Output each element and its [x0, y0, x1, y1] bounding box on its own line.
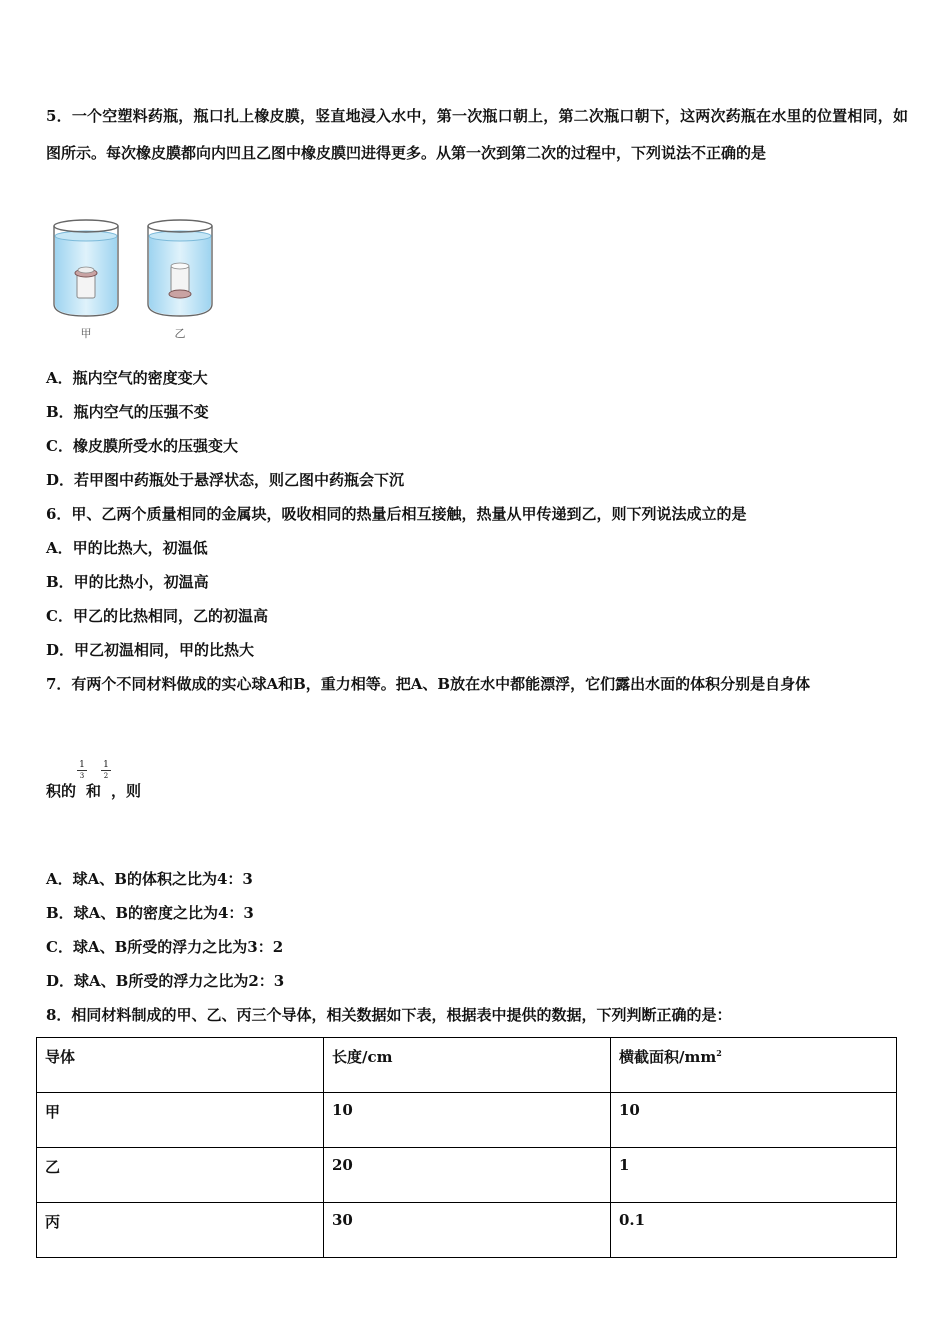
header-area: [611, 1038, 897, 1093]
fraction-one-half: [101, 760, 111, 781]
cell-area: 0.1: [611, 1203, 897, 1258]
beaker-yi: [148, 220, 212, 316]
table-row: [37, 1148, 897, 1203]
q6-option-a: A．甲的比热大，初温低: [46, 539, 208, 557]
cell-length: 30: [324, 1203, 611, 1258]
question-8-stem: 8．相同材料制成的甲、乙、丙三个导体，相关数据如下表，根据表中提供的数据，下列判断正确的是：: [46, 1006, 732, 1024]
beaker-figure: [46, 212, 221, 344]
question-6-stem: 6．甲、乙两个质量相同的金属块，吸收相同的热量后相互接触，热量从甲传递到乙，则下列说法成立的是: [46, 505, 747, 523]
q6-option-c: C．甲乙的比热相同，乙的初温高: [46, 607, 268, 625]
header-area-label: 横截面积/mm: [619, 1048, 717, 1066]
beaker-jia: [54, 220, 118, 316]
figure-label-yi: 乙: [174, 327, 186, 340]
frac1-numerator: 1: [77, 760, 87, 771]
cell-length: 10: [324, 1093, 611, 1148]
q5-option-c: C．橡皮膜所受水的压强变大: [46, 437, 238, 455]
q7-text-c: ，则: [111, 782, 142, 800]
table-header-row: [37, 1038, 897, 1093]
fraction-one-third: [77, 760, 87, 781]
header-area-sup: 2: [716, 1048, 722, 1058]
frac2-denominator: 2: [103, 772, 109, 780]
cell-area: 10: [611, 1093, 897, 1148]
cell-area: 1: [611, 1148, 897, 1203]
table-row: [37, 1203, 897, 1258]
cell-name: 丙: [37, 1203, 324, 1258]
question-7-stem: 7．有两个不同材料做成的实心球A和B，重力相等。把A、B放在水中都能漂浮，它们露出水面的体积分别是自身体: [46, 675, 811, 693]
frac1-denominator: 3: [79, 772, 85, 780]
q5-option-d: D．若甲图中药瓶处于悬浮状态，则乙图中药瓶会下沉: [46, 471, 405, 489]
cell-name: 甲: [37, 1093, 324, 1148]
cell-length: 20: [324, 1148, 611, 1203]
q7-option-d: D．球A、B所受的浮力之比为2：3: [46, 972, 285, 990]
q5-option-a: A．瓶内空气的密度变大: [46, 369, 208, 387]
cell-name: 乙: [37, 1148, 324, 1203]
table-row: [37, 1093, 897, 1148]
header-conductor: 导体: [37, 1038, 324, 1093]
q7-text-b: 和: [86, 782, 102, 800]
figure-label-jia: 甲: [80, 327, 92, 340]
conductor-table: [36, 1037, 897, 1258]
q7-option-b: B．球A、B的密度之比为4：3: [46, 904, 254, 922]
question-5-stem: 5．一个空塑料药瓶，瓶口扎上橡皮膜，竖直地浸入水中，第一次瓶口朝上，第二次瓶口朝下，这两次药瓶在水里的位置相同，如图所示。每次橡皮膜都向内凹且乙图中橡皮膜凹进得更多。从第一次到第二次的过程中，下列说法不正确的是: [46, 107, 908, 162]
header-length: 长度/cm: [324, 1038, 611, 1093]
frac2-numerator: 1: [101, 760, 111, 771]
q7-option-c: C．球A、B所受的浮力之比为3：2: [46, 938, 284, 956]
q5-option-b: B．瓶内空气的压强不变: [46, 403, 209, 421]
q7-text-a: 积的: [46, 782, 77, 800]
question-7-continuation: [46, 781, 141, 801]
q6-option-b: B．甲的比热小，初温高: [46, 573, 209, 591]
q7-option-a: A．球A、B的体积之比为4：3: [46, 870, 253, 888]
q6-option-d: D．甲乙初温相同，甲的比热大: [46, 641, 255, 659]
